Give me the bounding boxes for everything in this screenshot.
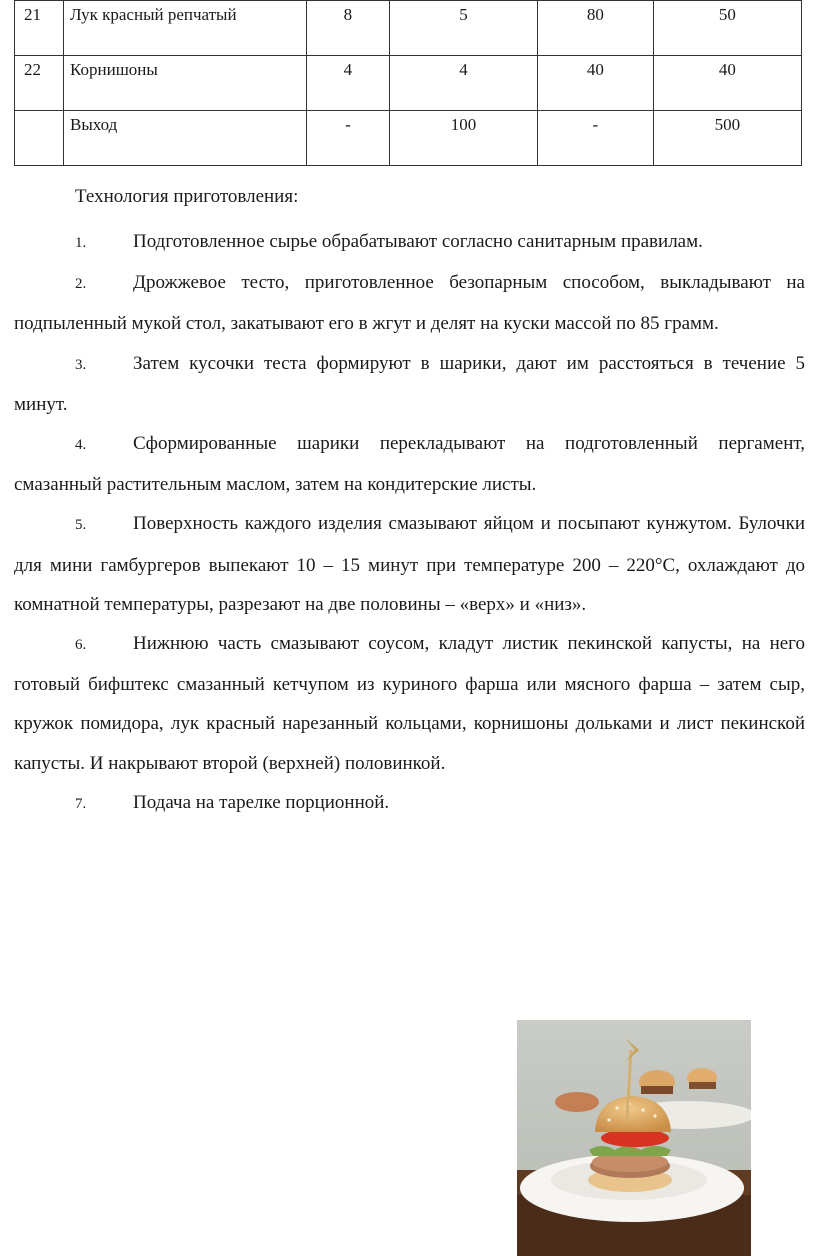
step-item (14, 504, 805, 624)
step-text: Поверхность каждого изделия смазывают яйцом и посыпают кунжутом. Булочки для мини гамбургеров выпекают 10 – 15 минут при температуре 200 – 220°С, охлаждают до комнатной температуры, разрезают на две половины – «верх» и «низ». (14, 513, 805, 615)
row-number: 21 (15, 1, 64, 56)
row-number (15, 111, 64, 166)
step-item (14, 783, 805, 824)
table-cell: - (307, 111, 390, 166)
step-number: 7. (75, 795, 87, 812)
table-cell: 4 (389, 56, 537, 111)
mini-burger-photo (517, 1020, 751, 1256)
step-text: Дрожжевое тесто, приготовленное безопарным способом, выкладывают на подпыленный мукой стол, закатывают его в жгут и делят на куски массой по 85 грамм. (14, 272, 805, 335)
step-number: 1. (75, 235, 87, 251)
table-row (15, 56, 802, 111)
table-cell: 500 (653, 111, 801, 166)
step-item (14, 624, 805, 783)
row-number: 22 (15, 56, 64, 111)
ingredient-name: Выход (64, 111, 307, 166)
step-number: 3. (75, 356, 87, 373)
step-text: Подача на тарелке порционной. (133, 791, 390, 813)
step-item (14, 263, 805, 343)
step-item (14, 344, 805, 424)
table-cell: 8 (307, 1, 390, 56)
table-cell: 80 (538, 1, 654, 56)
table-cell: - (538, 111, 654, 166)
step-text: Сформированные шарики перекладывают на подготовленный пергамент, смазанный растительным маслом, затем на кондитерские листы. (14, 433, 805, 496)
table-cell: 5 (389, 1, 537, 56)
step-number: 2. (75, 276, 87, 293)
step-text: Нижнюю часть смазывают соусом, кладут листик пекинской капусты, на него готовый бифштекс смазанный кетчупом из куриного фарша или мясного фарша – затем сыр, кружок помидора, лук красный нарезанный кольцами, корнишоны дольками и лист пекинской капусты. И накрывают второй (верхней) половинкой. (14, 633, 805, 774)
step-text: Подготовленное сырье обрабатывают согласно санитарным правилам. (133, 231, 703, 252)
step-number: 6. (75, 637, 87, 654)
steps-list (14, 222, 805, 824)
table-cell: 100 (389, 111, 537, 166)
table-cell: 50 (653, 1, 801, 56)
step-item (14, 222, 805, 263)
ingredient-name: Лук красный репчатый (64, 1, 307, 56)
step-item (14, 424, 805, 504)
step-text: Затем кусочки теста формируют в шарики, дают им расстояться в течение 5 минут. (14, 352, 805, 415)
ingredients-table (14, 0, 802, 166)
step-number: 5. (75, 517, 87, 534)
table-row (15, 1, 802, 56)
ingredient-name: Корнишоны (64, 56, 307, 111)
step-number: 4. (75, 437, 87, 454)
table-row-total (15, 111, 802, 166)
section-title: Технология приготовления: (75, 186, 299, 207)
table-cell: 4 (307, 56, 390, 111)
table-cell: 40 (653, 56, 801, 111)
table-cell: 40 (538, 56, 654, 111)
